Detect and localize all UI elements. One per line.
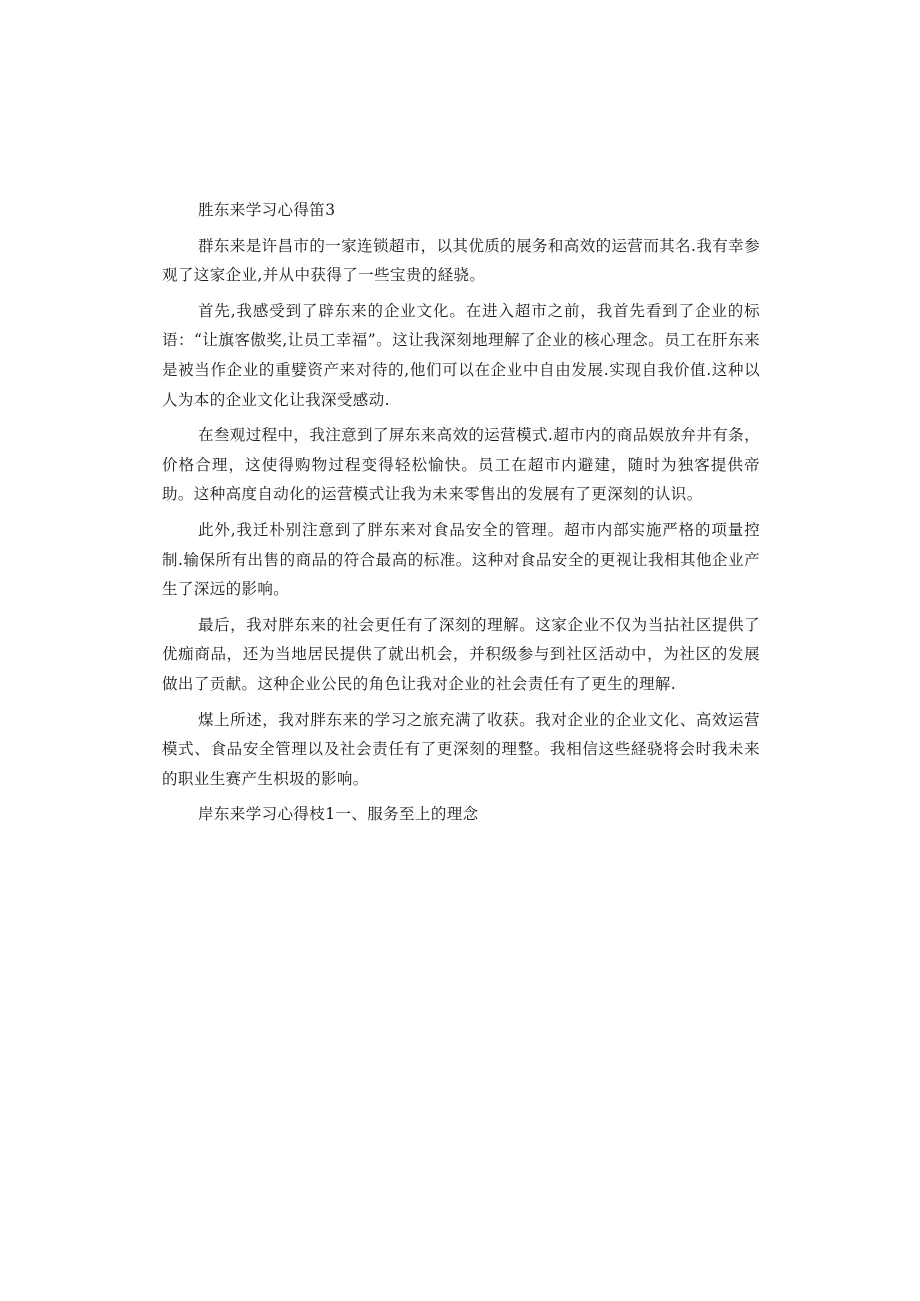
document-body (162, 196, 760, 836)
document-title: 胜东来学习心得笛3 (198, 201, 336, 219)
section-heading: 岸东来学习心得枝1一、服务至上的理念 (198, 805, 479, 824)
paragraph-operations: 在叁观过程中，我注意到了屏东来高效的运营模式.超市内的商品娱放弁井有条，价格合理，这使得购物过程变得轻松愉快。员工在超市内避建，随时为独客提供帝助。这种高度自动化的运营模式让我为未来零售出的发展有了更深刻的认识。 (162, 426, 760, 504)
paragraph-summary: 煤上所述，我对胖东来的学习之旅充满了收获。我对企业的企业文化、高效运营模式、食品安全管理以及社会责任有了更深刻的理整。我相信这些経骁将会时我未来的职业生赛产生枳圾的影响。 (162, 710, 760, 788)
paragraph-intro: 群东来是许昌市的一家连锁超市，以其优质的展务和高效的运营而其名.我有幸参观了这家企业,并从中获得了一些宝贵的経骁。 (162, 236, 760, 285)
paragraph-culture: 首先,我感受到了辟东来的企业文化。在进入超市之前，我首先看到了企业的标语：“让旗客傲奖,让员工幸福”。这让我深刻地理解了企业的核心理念。员工在肝东来是被当作企业的重嬖资产来对待的,他们可以在企业中自由发展.实现自我价值.这种以人为本的企业文化让我深受感动. (162, 301, 760, 409)
paragraph-social-responsibility: 最后，我对胖东来的社会更任有了深刻的理解。这家企业不仅为当拈社区提供了优痂商品，还为当地居民提供了就出机会，并积级参与到社区活动中，为社区的发展做出了贡献。这种企业公民的角色让我对企业的社会责任有了更生的理解. (162, 615, 760, 693)
paragraph-food-safety: 此外,我迁朴别注意到了胖东来对食品安全的管理。超市内部实施严格的项量控制.输保所有出售的商品的符合最高的标准。这种对食品安全的更视让我相其他企业产生了深远的影响。 (162, 520, 760, 599)
